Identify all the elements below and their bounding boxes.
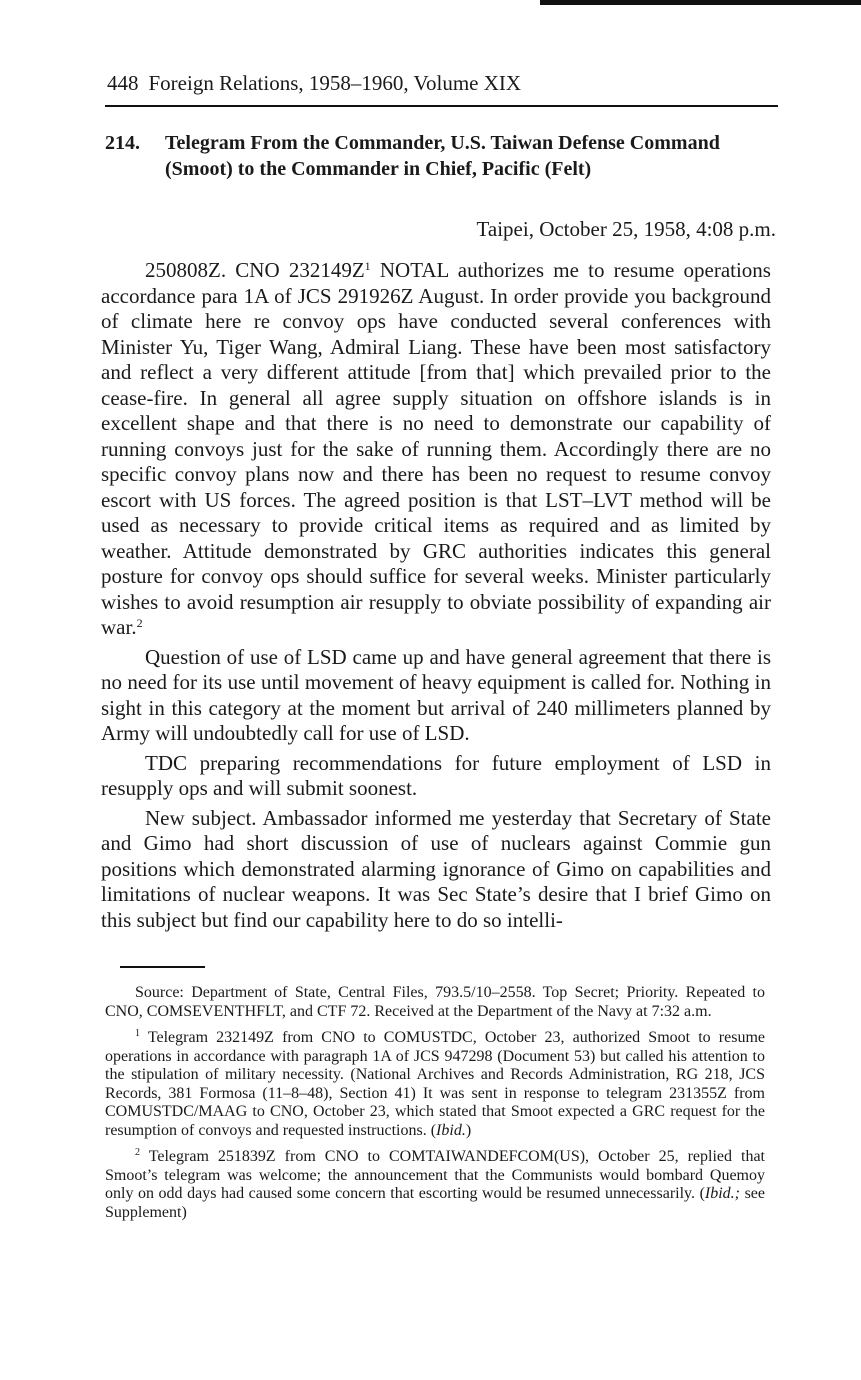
running-header	[107, 70, 777, 96]
footnote-rule	[120, 966, 205, 968]
document-heading	[105, 130, 785, 182]
footnote-2-number: 2	[135, 1147, 140, 1158]
footnote-2-text-b: see Supplement)	[105, 1185, 766, 1221]
footnote-ref-1: 1	[364, 259, 371, 273]
scan-edge-bar	[540, 0, 861, 5]
source-note: Source: Department of State, Central Files, 793.5/10–2558. Top Secret; Priority. Repeated to CNO, COMSEVENTHFLT, and CTF 72. Received at the Department of the Navy at 7:32 a.m.	[105, 984, 765, 1020]
document-title: Telegram From the Commander, U.S. Taiwan Defense Command (Smoot) to the Commander in Chief, Pacific (Felt)	[165, 132, 720, 180]
footnote-2-ibid: Ibid.;	[704, 1185, 741, 1202]
header-rule	[105, 105, 778, 107]
paragraph-2: Question of use of LSD came up and have general agreement that there is no need for its use until movement of heavy equipment is called for. Nothing in sight in this category at the moment but arrival of 240 millimeters planned by Army will undoubtedly call for use of LSD.	[101, 644, 771, 745]
paragraph-1-text-b: NOTAL authorizes me to resume operations accordance para 1A of JCS 291926Z August. In order provide you background of climate here re convoy ops have conducted several conferences with Minister Yu, Tiger Wang, Admiral Liang. These have been most satisfactory and reflect a very different attitude [from that] which prevailed prior to the cease-fire. In general all agree supply situation on offshore islands is in excellent shape and that there is no need to demonstrate our capability of running convoys just for the sake of running them. Accordingly there are no specific convoy plans now and there has been no request to resume convoy escort with US forces. The agreed position is that LST–LVT method will be used as necessary to provide critical items as required and as limited by weather. Attitude demonstrated by GRC authorities indicates this general posture for convoy ops should suffice for several weeks. Minister particularly wishes to avoid resumption air resupply to obviate possibility of expanding air war.	[101, 258, 771, 639]
document-number: 214.	[105, 132, 140, 154]
footnote-1	[105, 1029, 765, 1140]
footnote-1-number: 1	[135, 1028, 140, 1039]
paragraph-1	[101, 258, 771, 641]
footnote-1-ibid: Ibid.	[436, 1121, 466, 1139]
telegram-body	[101, 258, 771, 937]
footnote-2	[105, 1148, 765, 1222]
footnote-1-text-a: Telegram 232149Z from CNO to COMUSTDC, October 23, authorized Smoot to resume operations in accordance with paragraph 1A of JCS 947298 (Document 53) but called his attention to the stipulation of military necessity. (National Archives and Records Administration, RG 218, JCS Records, 381 Formosa (11–8–48), Section 41) It was sent in response to telegram 231355Z from COMUSTDC/MAAG to CNO, October 23, which stated that Smoot expected a GRC request for the resumption of convoys and requested instructions. (	[105, 1029, 765, 1139]
footnote-ref-2: 2	[136, 616, 143, 630]
footnote-1-text-b: )	[465, 1121, 472, 1139]
paragraph-4: New subject. Ambassador informed me yesterday that Secretary of State and Gimo had short discussion of use of nuclears against Commie gun positions which demonstrated alarming ignorance of Gimo on capabilities and limitations of nuclear weapons. It was Sec State’s desire that I brief Gimo on this subject but find our capability here to do so intelli-	[101, 805, 771, 932]
footnotes	[105, 984, 765, 1230]
page-number: 448	[107, 71, 139, 95]
running-title: Foreign Relations, 1958–1960, Volume XIX	[148, 71, 522, 95]
paragraph-3: TDC preparing recommendations for future employment of LSD in resupply ops and will submit soonest.	[101, 750, 771, 800]
dateline: Taipei, October 25, 1958, 4:08 p.m.	[476, 217, 776, 241]
paragraph-1-text-a: 250808Z. CNO 232149Z	[145, 258, 365, 282]
footnote-2-text-a: Telegram 251839Z from CNO to COMTAIWANDEFCOM(US), October 25, replied that Smoot’s telegram was welcome; the announcement that the Communists would bombard Quemoy only on odd days had caused some concern that escorting would be resumed unnecessarily. (	[105, 1148, 765, 1202]
